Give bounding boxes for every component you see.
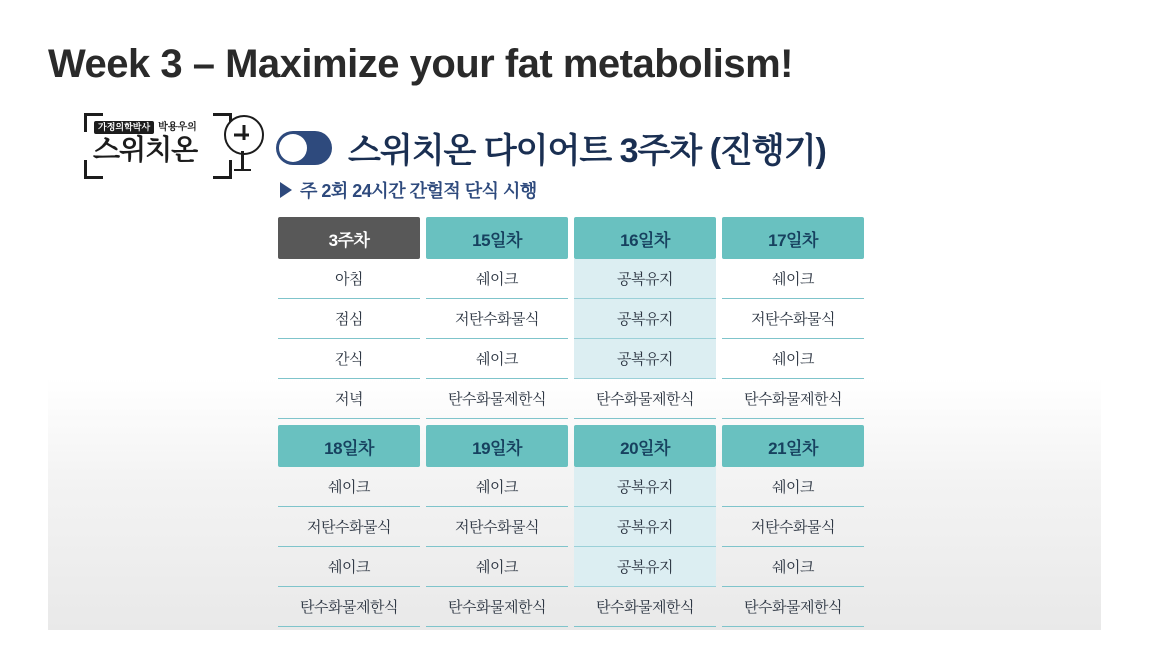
table-row: 탄수화물제한식 xyxy=(278,587,420,627)
table-row: 쉐이크 xyxy=(426,547,568,587)
table-row: 점심 xyxy=(278,299,420,339)
table-row: 탄수화물제한식 xyxy=(722,379,864,419)
diet-plan-table xyxy=(278,217,858,630)
table-row: 쉐이크 xyxy=(278,547,420,587)
column-header: 16일차 xyxy=(574,217,716,259)
table-row: 공복유지 xyxy=(574,467,716,507)
table-column-day-18 xyxy=(278,425,420,627)
page-title: Week 3 – Maximize your fat metabolism! xyxy=(48,42,793,86)
column-header: 19일차 xyxy=(426,425,568,467)
table-row: 공복유지 xyxy=(574,339,716,379)
table-row: 간식 xyxy=(278,339,420,379)
table-row: 탄수화물제한식 xyxy=(722,587,864,627)
table-row: 공복유지 xyxy=(574,547,716,587)
table-column-day-16 xyxy=(574,217,716,419)
logo-top-line xyxy=(94,121,197,134)
table-block-week3-first-half xyxy=(278,217,858,419)
column-header: 18일차 xyxy=(278,425,420,467)
logo-tag: 가정의학박사 xyxy=(94,121,154,134)
slide-content-card xyxy=(48,105,1101,630)
table-row: 저녁 xyxy=(278,379,420,419)
plus-circle-icon xyxy=(224,115,264,155)
table-row: 쉐이크 xyxy=(722,547,864,587)
logo-subtitle: 박용우의 xyxy=(158,121,197,133)
table-column-day-19 xyxy=(426,425,568,627)
column-header: 17일차 xyxy=(722,217,864,259)
table-row: 탄수화물제한식 xyxy=(426,379,568,419)
table-row: 쉐이크 xyxy=(426,259,568,299)
table-row: 저탄수화물식 xyxy=(426,507,568,547)
logo-stem-decoration xyxy=(241,151,244,171)
table-row: 저탄수화물식 xyxy=(722,299,864,339)
table-row: 탄수화물제한식 xyxy=(574,587,716,627)
column-header: 21일차 xyxy=(722,425,864,467)
table-row: 탄수화물제한식 xyxy=(426,587,568,627)
headline-text: 스위치온 다이어트 3주차 (진행기) xyxy=(348,132,826,170)
table-row: 쉐이크 xyxy=(722,339,864,379)
table-row: 아침 xyxy=(278,259,420,299)
table-row: 쉐이크 xyxy=(426,339,568,379)
logo-frame xyxy=(84,113,232,179)
table-column-day-21 xyxy=(722,425,864,627)
table-row: 쉐이크 xyxy=(278,467,420,507)
table-block-week3-second-half xyxy=(278,425,858,627)
logo-wordmark: 스위치온 xyxy=(93,134,198,165)
table-row: 쉐이크 xyxy=(722,259,864,299)
logo-corner-bottom-right xyxy=(213,160,232,179)
brand-logo xyxy=(84,113,260,185)
table-column-day-20 xyxy=(574,425,716,627)
triangle-right-icon xyxy=(280,182,292,198)
table-row: 공복유지 xyxy=(574,299,716,339)
table-row: 공복유지 xyxy=(574,259,716,299)
table-column-week-label xyxy=(278,217,420,419)
table-row: 공복유지 xyxy=(574,507,716,547)
column-header: 20일차 xyxy=(574,425,716,467)
table-row: 저탄수화물식 xyxy=(426,299,568,339)
column-header: 3주차 xyxy=(278,217,420,259)
table-column-day-15 xyxy=(426,217,568,419)
subheadline-text: 주 2회 24시간 간헐적 단식 시행 xyxy=(300,181,537,201)
table-column-day-17 xyxy=(722,217,864,419)
table-row: 쉐이크 xyxy=(722,467,864,507)
subheadline xyxy=(280,177,537,203)
toggle-on-icon xyxy=(276,131,332,165)
table-row: 탄수화물제한식 xyxy=(574,379,716,419)
table-row: 저탄수화물식 xyxy=(278,507,420,547)
table-row: 저탄수화물식 xyxy=(722,507,864,547)
table-row: 쉐이크 xyxy=(426,467,568,507)
column-header: 15일차 xyxy=(426,217,568,259)
headline xyxy=(276,123,826,172)
